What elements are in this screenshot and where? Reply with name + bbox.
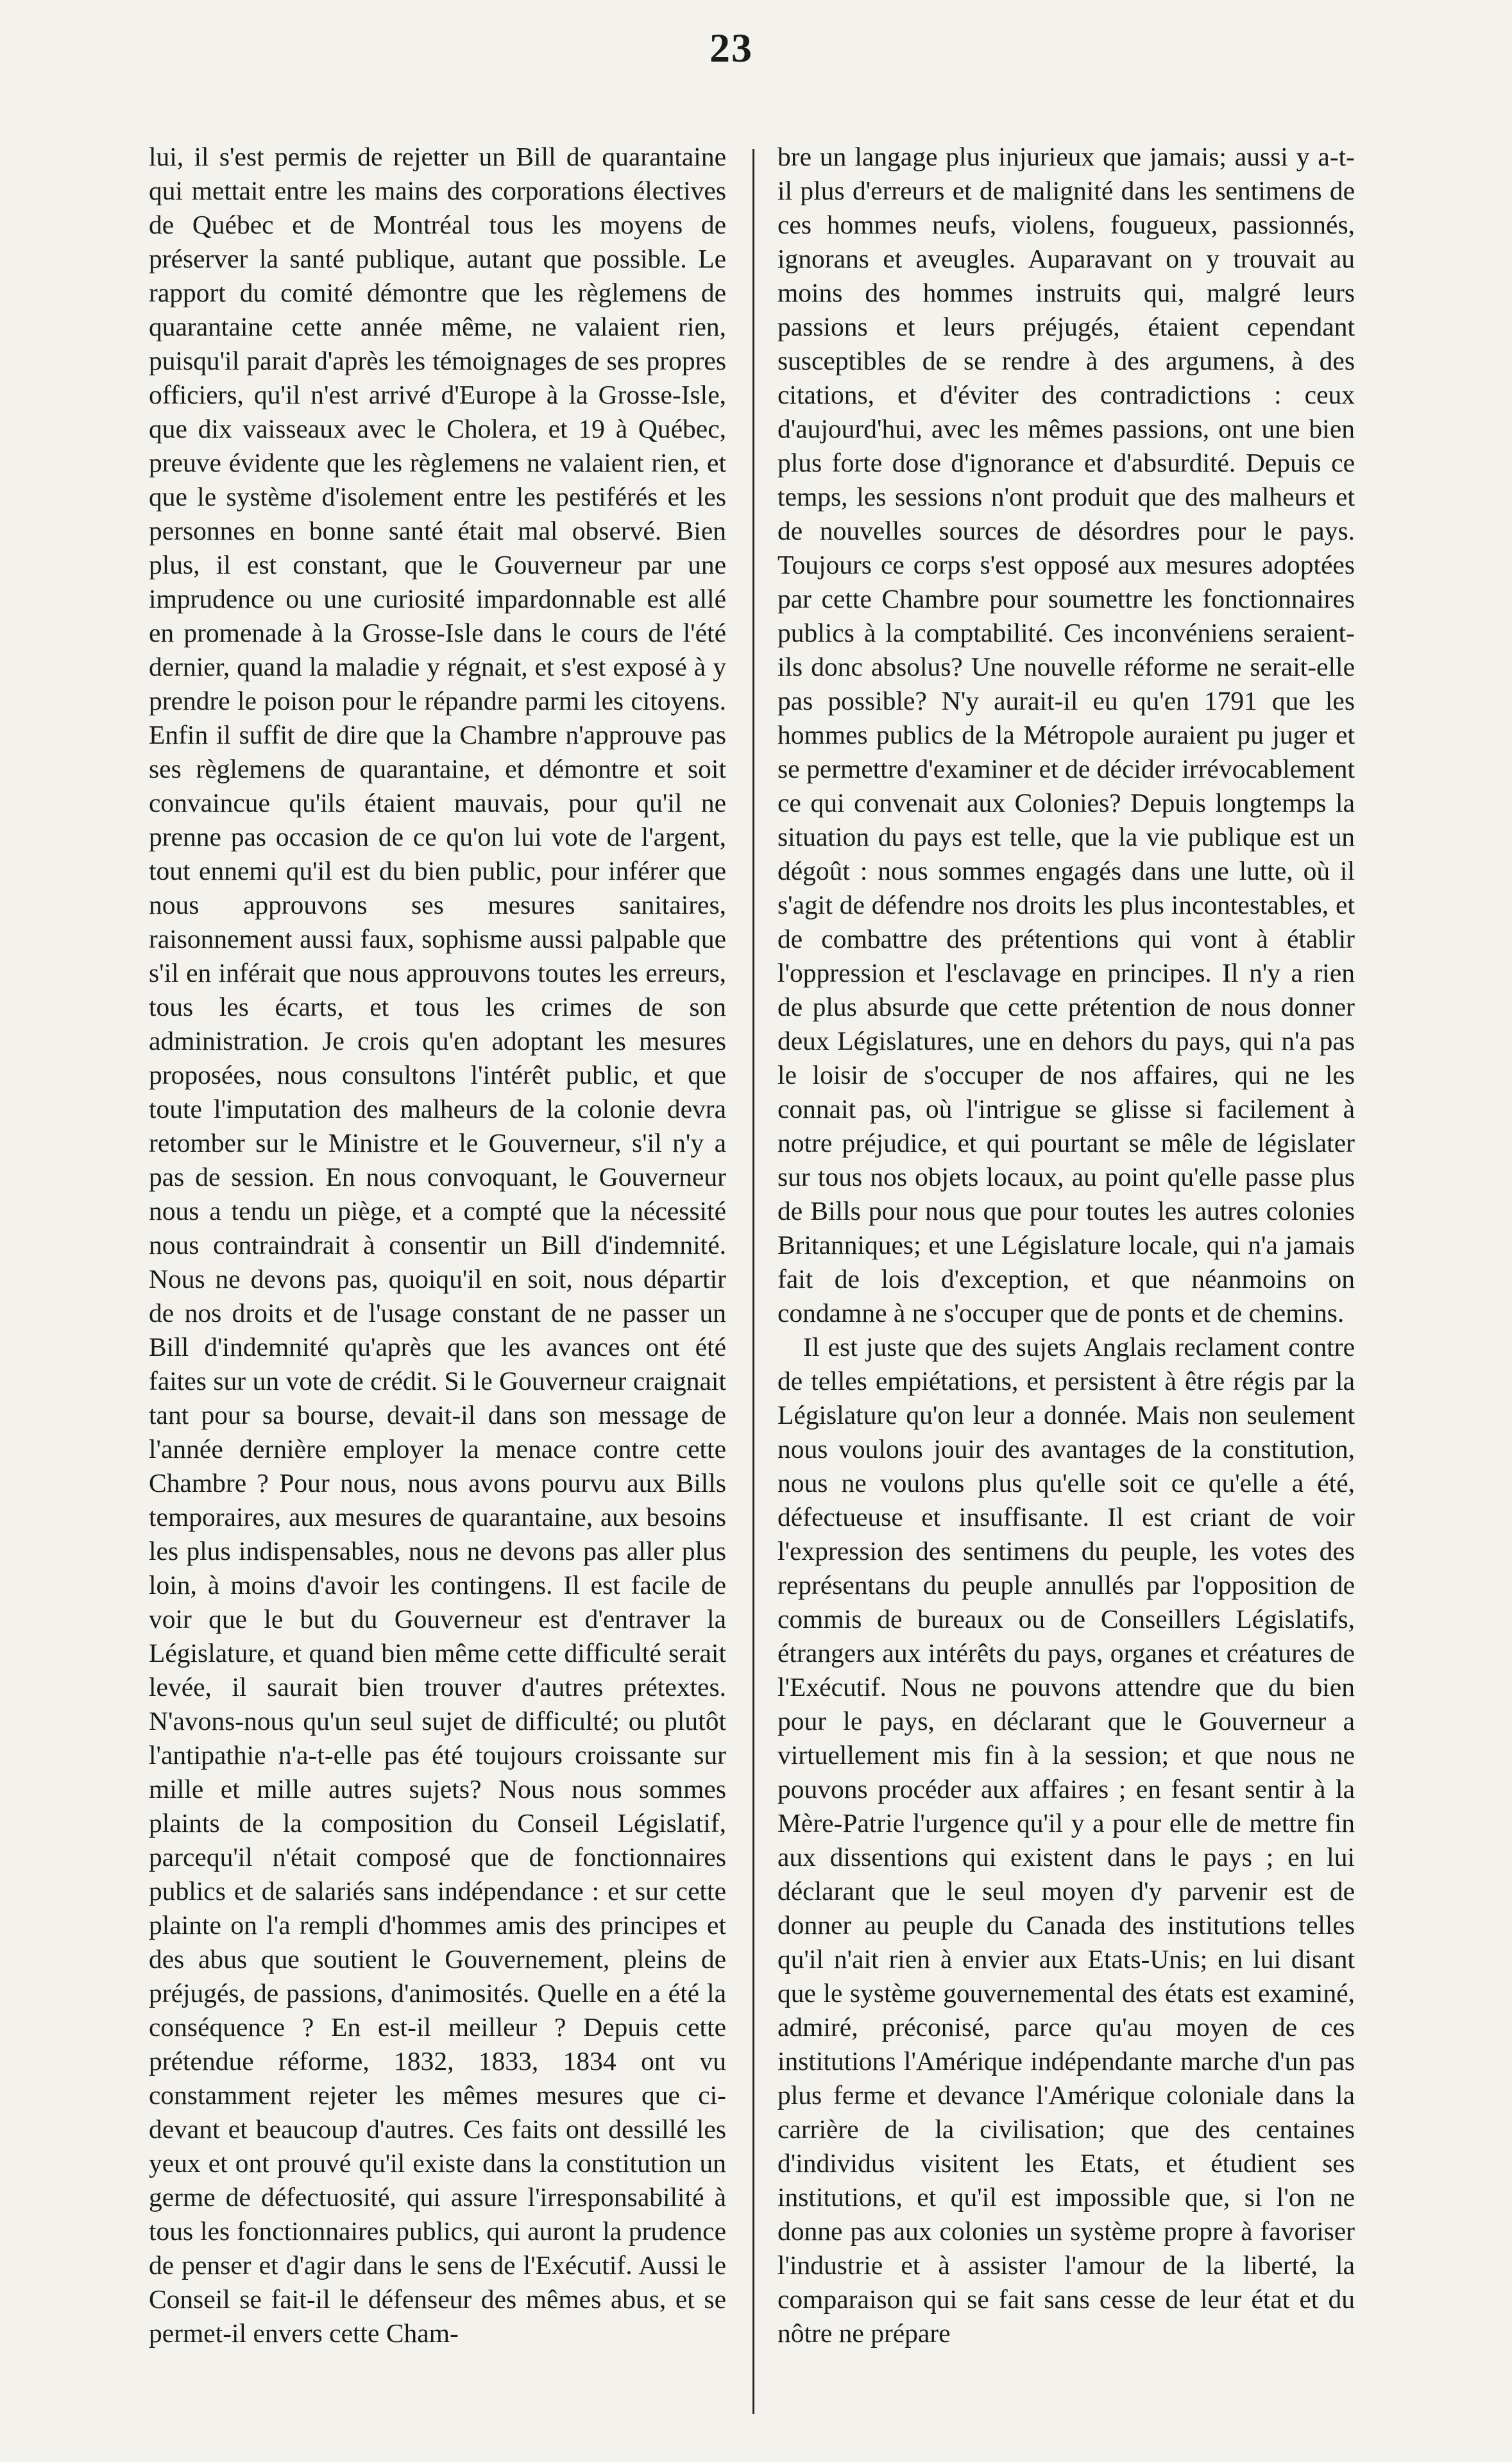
column-divider (752, 149, 754, 2414)
right-paragraph-2: Il est juste que des sujets Anglais reclament contre de telles empiétations, et persistent à être régis par la Législature qu'on leur a donnée. Mais non seulement nous voulons jouir des avantages de la constitution, nous ne voulons plus qu'elle soit ce qu'elle a été, défectueuse et insuffisante. Il est criant de voir l'expression des sentimens du peuple, les votes des représentans du peuple annullés par l'opposition de commis de bureaux ou de Conseillers Législatifs, étrangers aux intérêts du pays, organes et créatures de l'Exécutif. Nous ne pouvons attendre que du bien pour le pays, en déclarant que le Gouverneur a virtuellement mis fin à la session; et que nous ne pouvons procéder aux affaires ; en fesant sentir à la Mère-Patrie l'urgence qu'il y a pour elle de mettre fin aux dissentions qui existent dans le pays ; en lui déclarant que le seul moyen d'y parvenir est de donner au peuple du Canada des institutions telles qu'il n'ait rien à envier aux Etats-Unis; en lui disant que le système gouvernemental des états est examiné, admiré, préconisé, parce qu'au moyen de ces institutions l'Amérique indépendante marche d'un pas plus ferme et devance l'Amérique coloniale dans la carrière de la civilisation; que des centaines d'individus visitent les Etats, et étudient ses institutions, et qu'il est impossible que, si l'on ne donne pas aux colonies un système propre à favoriser l'industrie et à assister l'amour de la liberté, la comparaison qui se fait sans cesse de leur état et du nôtre ne prépare (777, 1332, 1355, 2348)
left-paragraph-1: lui, il s'est permis de rejetter un Bill de quarantaine qui mettait entre les mains des corporations électives de Québec et de Montréal tous les moyens de préserver la santé publique, autant que possible. Le rapport du comité démontre que les règlemens de quarantaine cette année même, ne valaient rien, puisqu'il parait d'après les témoignages de ses propres officiers, qu'il n'est arrivé d'Europe à la Grosse-Isle, que dix vaisseaux avec le Cholera, et 19 à Québec, preuve évidente que les règlemens ne valaient rien, et que le système d'isolement entre les pestiférés et les personnes en bonne santé était mal observé. Bien plus, il est constant, que le Gouverneur par une imprudence ou une curiosité impardonnable est allé en promenade à la Grosse-Isle dans le cours de l'été dernier, quand la maladie y régnait, et s'est exposé à y prendre le poison pour le répandre parmi les citoyens. Enfin il suffit de dire que la Chambre n'approuve pas ses règlemens de quarantaine, et démontre et soit convaincue qu'ils étaient mauvais, pour qu'il ne prenne pas occasion de ce qu'on lui vote de l'argent, tout ennemi qu'il est du bien public, pour inférer que nous approuvons ses mesures sanitaires, raisonnement aussi faux, sophisme aussi palpable que s'il en inférait que nous approuvons toutes les erreurs, tous les écarts, et tous les crimes de son administration. Je crois qu'en adoptant les mesures proposées, nous consultons l'intérêt public, et que toute l'imputation des malheurs de la colonie devra retomber sur le Ministre et le Gouverneur, s'il n'y a pas de session. En nous convoquant, le Gouverneur nous a tendu un piège, et a compté que la nécessité nous contraindrait à consentir un Bill d'indemnité. Nous ne devons pas, quoiqu'il en soit, nous départir de nos droits et de l'usage constant de ne passer un Bill d'indemnité qu'après que les avances ont été faites sur un vote de crédit. Si le Gouverneur craignait tant pour sa bourse, devait-il dans son message de l'année dernière employer la menace contre cette Chambre ? Pour nous, nous avons pourvu aux Bills temporaires, aux mesures de quarantaine, aux besoins les plus indispensables, nous ne devons pas aller plus loin, à moins d'avoir les contingens. Il est facile de voir que le but du Gouverneur est d'entraver la Législature, et quand bien même cette difficulté serait levée, il saurait bien trouver d'autres prétextes. N'avons-nous qu'un seul sujet de difficulté; ou plutôt l'antipathie n'a-t-elle pas été toujours croissante sur mille et mille autres sujets? Nous nous sommes plaints de la composition du Conseil Législatif, parcequ'il n'était composé que de fonctionnaires publics et de salariés sans indépendance : et sur cette plainte on l'a rempli d'hommes amis des principes et des abus que soutient le Gouvernement, pleins de préjugés, de passions, d'animosités. Quelle en a été la conséquence ? En est-il meilleur ? Depuis cette prétendue réforme, 1832, 1833, 1834 ont vu constamment rejeter les mêmes mesures que ci-devant et beaucoup d'autres. Ces faits ont dessillé les yeux et ont prouvé qu'il existe dans la constitution un germe de défectuosité, qui assure l'irresponsabilité à tous les fonctionnaires publics, qui auront la prudence de penser et d'agir dans le sens de l'Exécutif. Aussi le Conseil se fait-il le défenseur des mêmes abus, et se permet-il envers cette Cham- (149, 142, 726, 2348)
right-column (777, 140, 1355, 2424)
page-number: 23 (709, 25, 753, 71)
text-columns (149, 140, 1355, 2424)
left-column (149, 140, 726, 2424)
right-paragraph-1: bre un langage plus injurieux que jamais; aussi y a-t-il plus d'erreurs et de malignité dans les sentimens de ces hommes neufs, violens, fougueux, passionnés, ignorans et aveugles. Auparavant on y trouvait au moins des hommes instruits qui, malgré leurs passions et leurs préjugés, étaient cependant susceptibles de se rendre à des argumens, à des citations, et d'éviter des contradictions : ceux d'aujourd'hui, avec les mêmes passions, ont une bien plus forte dose d'ignorance et d'absurdité. Depuis ce temps, les sessions n'ont produit que des malheurs et de nouvelles sources de désordres pour le pays. Toujours ce corps s'est opposé aux mesures adoptées par cette Chambre pour soumettre les fonctionnaires publics à la comptabilité. Ces inconvéniens seraient-ils donc absolus? Une nouvelle réforme ne serait-elle pas possible? N'y aurait-il eu qu'en 1791 que les hommes publics de la Métropole auraient pu juger et se permettre d'examiner et de décider irrévocablement ce qui convenait aux Colonies? Depuis longtemps la situation du pays est telle, que la vie publique est un dégoût : nous sommes engagés dans une lutte, où il s'agit de défendre nos droits les plus incontestables, et de combattre des prétentions qui vont à établir l'oppression et l'esclavage en principes. Il n'y a rien de plus absurde que cette prétention de nous donner deux Législatures, une en dehors du pays, qui n'a pas le loisir de s'occuper de nos affaires, qui ne les connait pas, où l'intrigue se glisse si facilement à notre préjudice, et qui pourtant se mêle de législater sur tous nos objets locaux, au point qu'elle passe plus de Bills pour nous que pour toutes les autres colonies Britanniques; et une Législature locale, qui n'a jamais fait de lois d'exception, et que néanmoins on condamne à ne s'occuper que de ponts et de chemins. (777, 142, 1355, 1328)
